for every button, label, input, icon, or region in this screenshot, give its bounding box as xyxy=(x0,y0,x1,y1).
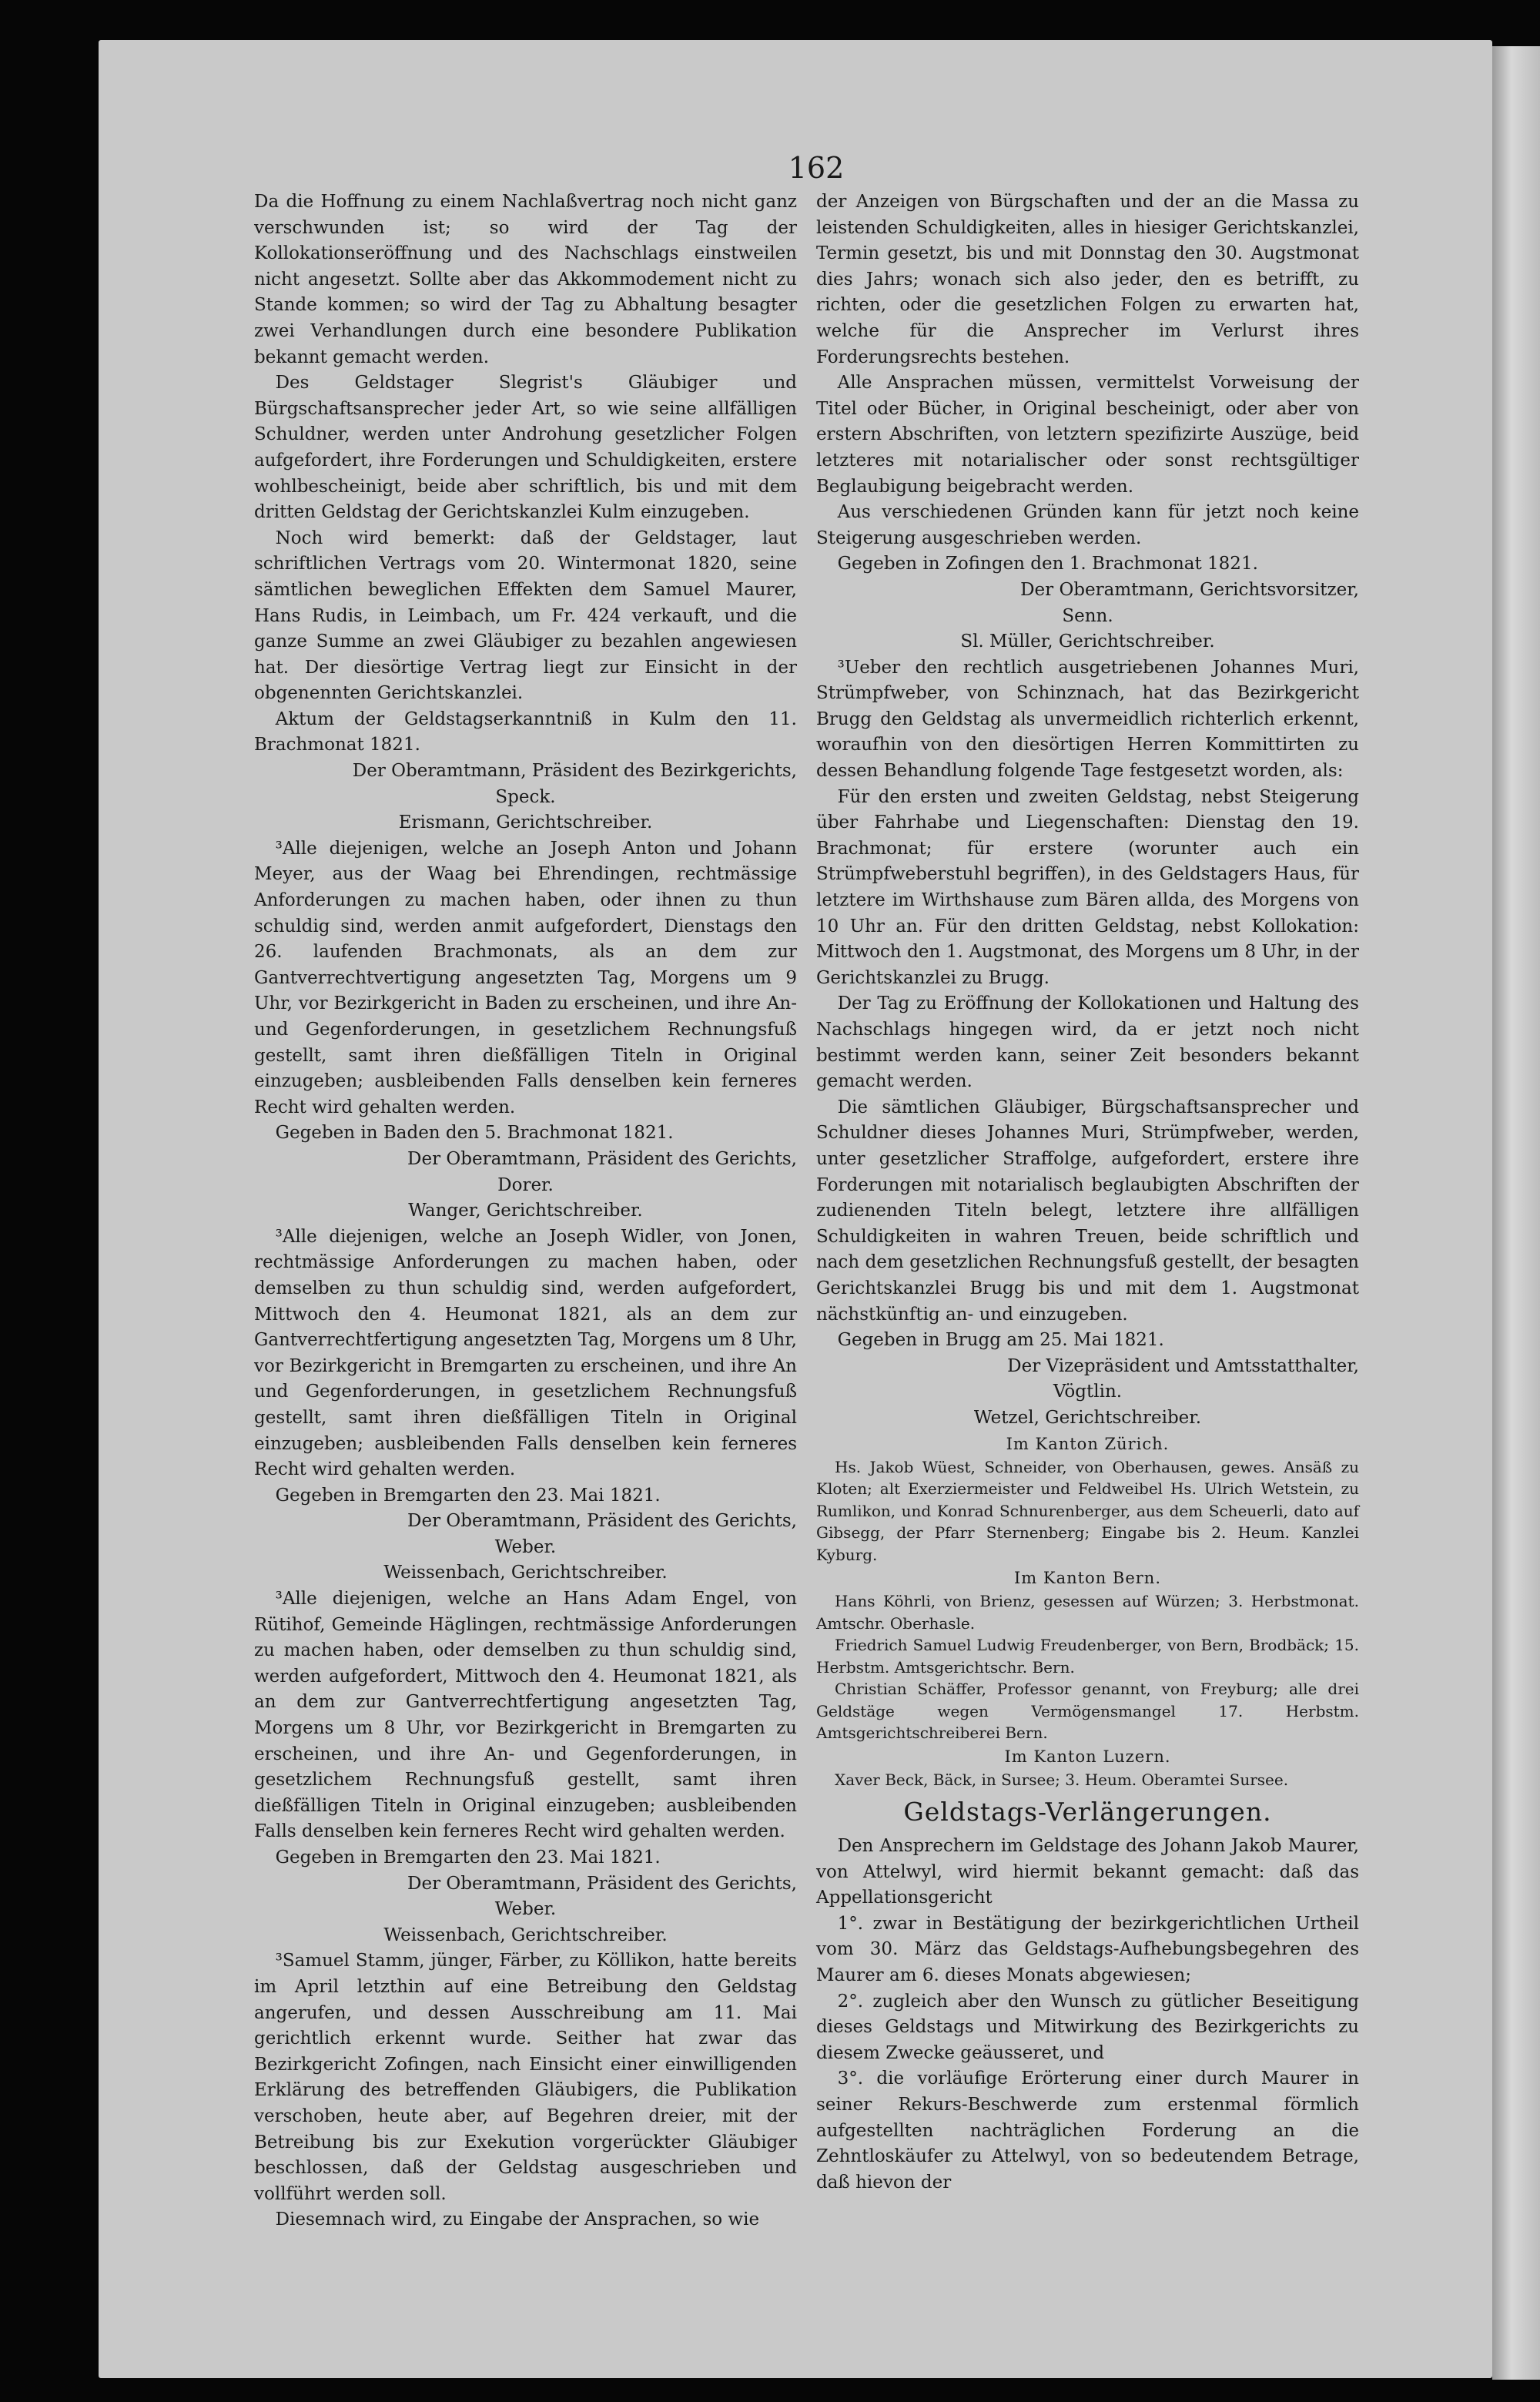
paragraph: Diesemnach wird, zu Eingabe der Ansprachen, so wie xyxy=(275,2209,760,2230)
paragraph: Gegeben in Brugg am 25. Mai 1821. xyxy=(837,1330,1164,1351)
paragraph: Weber. xyxy=(494,1899,557,1920)
right-column xyxy=(816,189,1359,2196)
paragraph: Der Oberamtmann, Gerichtsvorsitzer, xyxy=(1020,579,1359,600)
paragraph: Der Oberamtmann, Präsident des Gerichts, xyxy=(407,1148,797,1169)
paragraph: Der Oberamtmann, Präsident des Bezirkgerichts, xyxy=(352,761,797,782)
paragraph: Noch wird bemerkt: daß der Geldstager, laut schriftlichen Vertrags vom 20. Wintermonat 1820, seine sämtlichen beweglichen Effekten dem Samuel Maurer, Hans Rudis, in Leimbach, um Fr. 424 verkauft, und die ganze Summe an zwei Gläubiger zu bezahlen angewiesen hat. Der diesörtige Vertrag liegt zur Einsicht in der obgenennten Gerichtskanzlei. xyxy=(254,528,797,704)
paragraph: Der Vizepräsident und Amtsstatthalter, xyxy=(1007,1355,1359,1376)
paragraph: Da die Hoffnung zu einem Nachlaßvertrag noch nicht ganz verschwunden ist; so wird der Tag der Kollokationseröffnung und des Nachschlags einstweilen nicht angesetzt. Sollte aber das Akkommodement nicht zu Stande kommen; so wird der Tag zu Abhaltung besagter zwei Verhandlungen durch eine besondere Publikation bekannt gemacht werden. xyxy=(254,192,797,367)
paragraph: Hs. Jakob Wüest, Schneider, von Oberhausen, gewes. Ansäß zu Kloten; alt Exerziermeister und Feldweibel Hs. Ulrich Wetstein, zu Rumlikon, und Konrad Schnurenberger, aus dem Scheuerli, dato auf Gibsegg, der Pfarr Sternenberg; Eingabe bis 2. Heum. Kanzlei Kyburg. xyxy=(816,1457,1359,1564)
paragraph: Weissenbach, Gerichtschreiber. xyxy=(383,1925,668,1945)
paragraph: Den Ansprechern im Geldstage des Johann Jakob Maurer, von Attelwyl, wird hiermit bekannt gemacht: daß das Appellationsgericht xyxy=(816,1836,1359,1908)
paragraph: Gegeben in Zofingen den 1. Brachmonat 1821. xyxy=(837,554,1258,575)
paragraph: Gegeben in Bremgarten den 23. Mai 1821. xyxy=(275,1485,661,1506)
paragraph: Alle Ansprachen müssen, vermittelst Vorweisung der Titel oder Bücher, in Original bescheinigt, oder aber von erstern Abschriften, von letztern spezifizirte Auszüge, beid letzteres mit notarialischer oder sonst rechtsgültiger Beglaubigung beigebracht werden. xyxy=(816,373,1359,497)
paragraph: Erismann, Gerichtschreiber. xyxy=(398,812,653,833)
paragraph: Die sämtlichen Gläubiger, Bürgschaftsansprecher und Schuldner dieses Johannes Muri, Strümpfweber, werden, unter gesetzlicher Straffolge, aufgefordert, erstere ihre Forderungen mit notarialisch beglaubigten Abschriften der zudienenden Titeln belegt, letztere ihre allfälligen Schuldigkeiten in wahren Treuen, beide schriftlich und nach dem gesetzlichen Rechnungsfuß gestellt, der besagten Gerichtskanzlei Brugg bis und mit dem 1. Augstmonat nächstkünftig an- und einzugeben. xyxy=(816,1097,1359,1325)
paragraph: Im Kanton Zürich. xyxy=(1006,1434,1170,1453)
paragraph: Gegeben in Bremgarten den 23. Mai 1821. xyxy=(275,1848,661,1868)
paragraph: Weber. xyxy=(494,1536,557,1557)
paragraph: Für den ersten und zweiten Geldstag, nebst Steigerung über Fahrhabe und Liegenschaften: Dienstag den 19. Brachmonat; für erstere (worunter auch ein Strümpfweberstuhl begriffen), in des Geldstagers Haus, für letztere im Wirthshause zum Bären allda, des Morgens von 10 Uhr an. Für den dritten Geldstag, nebst Kollokation: Mittwoch den 1. Augstmonat, des Morgens um 8 Uhr, in der Gerichtskanzlei zu Brugg. xyxy=(816,786,1359,988)
paragraph: Hans Köhrli, von Brienz, gesessen auf Würzen; 3. Herbstmonat. Amtschr. Oberhasle. xyxy=(816,1592,1359,1633)
paragraph: Speck. xyxy=(495,786,556,807)
paragraph: Dorer. xyxy=(497,1174,554,1195)
paragraph: Der Tag zu Eröffnung der Kollokationen und Haltung des Nachschlags hingegen wird, da er jetzt noch nicht bestimmt werden kann, seiner Zeit besonders bekannt gemacht werden. xyxy=(816,993,1359,1092)
left-column xyxy=(254,189,797,2233)
paragraph: ³Alle diejenigen, welche an Joseph Widler, von Jonen, rechtmässige Anforderungen zu machen haben, oder demselben zu thun schuldig sind, werden aufgefordert, Mittwoch den 4. Heumonat 1821, als an dem zur Gantverrechtfertigung angesetzten Tag, Morgens um 8 Uhr, vor Bezirkgericht in Bremgarten zu erscheinen, und ihre An und Gegenforderungen, in gesetzlichem Rechnungsfuß gestellt, samt ihren dießfälligen Titeln in Original einzugeben; ausbleibenden Falls denselben kein ferneres Recht wird gehalten werden. xyxy=(254,1226,797,1480)
paragraph: Wanger, Gerichtschreiber. xyxy=(408,1201,643,1221)
paragraph: Senn. xyxy=(1062,605,1113,626)
paragraph: Gegeben in Baden den 5. Brachmonat 1821. xyxy=(275,1123,674,1144)
paragraph: 3°. die vorläufige Erörterung einer durch Maurer in seiner Rekurs-Beschwerde zum erstenmal förmlich aufgestellten nachträglichen Forderung an die Zehntloskäufer zu Attelwyl, von so bedeutendem Betrage, daß hievon der xyxy=(816,2069,1359,2193)
paragraph: Sl. Müller, Gerichtschreiber. xyxy=(960,631,1215,652)
paragraph: 1°. zwar in Bestätigung der bezirkgerichtlichen Urtheil vom 30. März das Geldstags-Aufhebungsbegehren des Maurer am 6. dieses Monats abgewiesen; xyxy=(816,1913,1359,1985)
paragraph: Geldstags-Verlängerungen. xyxy=(903,1797,1272,1827)
paragraph: Aus verschiedenen Gründen kann für jetzt noch keine Steigerung ausgeschrieben werden. xyxy=(816,502,1359,548)
paragraph: Xaver Beck, Bäck, in Sursee; 3. Heum. Oberamtei Sursee. xyxy=(835,1770,1289,1789)
page-number: 162 xyxy=(788,151,845,185)
paragraph: Aktum der Geldstagserkanntniß in Kulm den 11. Brachmonat 1821. xyxy=(254,709,797,755)
paragraph: ³Alle diejenigen, welche an Hans Adam Engel, von Rütihof, Gemeinde Häglingen, rechtmässige Anforderungen zu machen haben, oder demselben zu thun schuldig sind, werden aufgefordert, Mittwoch den 4. Heumonat 1821, als an dem zur Gantverrechtfertigung angesetzten Tag, Morgens um 8 Uhr, vor Bezirkgericht in Bremgarten zu erscheinen, und ihre An- und Gegenforderungen, in gesetzlichem Rechnungsfuß gestellt, samt ihren dießfälligen Titeln in Original einzugeben; ausbleibenden Falls denselben kein ferneres Recht wird gehalten werden. xyxy=(254,1589,797,1842)
paragraph: Weissenbach, Gerichtschreiber. xyxy=(383,1563,668,1583)
paragraph: ³Samuel Stamm, jünger, Färber, zu Köllikon, hatte bereits im April letzthin auf eine Betreibung den Geldstag angerufen, und dessen Ausschreibung am 11. Mai gerichtlich erkennt wurde. Seither hat zwar das Bezirkgericht Zofingen, nach Einsicht einer einwilligenden Erklärung des betreffenden Gläubigers, die Publikation verschoben, heute aber, auf Begehren dreier, mit der Betreibung bis zur Exekution vorgerückter Gläubiger beschlossen, daß der Geldstag ausgeschrieben und vollführt werden soll. xyxy=(254,1951,797,2204)
paragraph: Der Oberamtmann, Präsident des Gerichts, xyxy=(407,1873,797,1894)
paragraph: Christian Schäffer, Professor genannt, von Freyburg; alle drei Geldstäge wegen Vermögensmangel 17. Herbstm. Amtsgerichtschreiberei Bern. xyxy=(816,1680,1359,1742)
paragraph: Im Kanton Bern. xyxy=(1014,1569,1161,1587)
paragraph: ³Ueber den rechtlich ausgetriebenen Johannes Muri, Strümpfweber, von Schinznach, hat das Bezirkgericht Brugg den Geldstag als unvermeidlich richterlich erkennt, woraufhin von den diesörtigen Herren Kommittirten zu dessen Behandlung folgende Tage festgesetzt worden, als: xyxy=(816,657,1359,782)
paragraph: Vögtlin. xyxy=(1053,1382,1123,1402)
next-page-edge xyxy=(1492,46,1540,2380)
paragraph: 2°. zugleich aber den Wunsch zu gütlicher Beseitigung dieses Geldstags und Mitwirkung des Bezirkgerichts zu diesem Zwecke geäusseret, und xyxy=(816,1991,1359,2063)
paragraph: Der Oberamtmann, Präsident des Gerichts, xyxy=(407,1511,797,1532)
paragraph: Wetzel, Gerichtschreiber. xyxy=(973,1407,1202,1428)
paragraph: Im Kanton Luzern. xyxy=(1004,1747,1171,1766)
paragraph: ³Alle diejenigen, welche an Joseph Anton und Johann Meyer, aus der Waag bei Ehrendingen, rechtmässige Anforderungen zu machen haben, oder ihnen zu thun schuldig sind, werden anmit aufgefordert, Dienstags den 26. laufenden Brachmonats, als an dem zur Gantverrechtvertigung angesetzten Tag, Morgens um 9 Uhr, vor Bezirkgericht in Baden zu erscheinen, und ihre An- und Gegenforderungen, in gesetzlichem Rechnungsfuß gestellt, samt ihren dießfälligen Titeln in Original einzugeben; ausbleibenden Falls denselben kein ferneres Recht wird gehalten werden. xyxy=(254,838,797,1117)
paragraph: der Anzeigen von Bürgschaften und der an die Massa zu leistenden Schuldigkeiten, alles in hiesiger Gerichtskanzlei, Termin gesetzt, bis und mit Donnstag den 30. Augstmonat dies Jahrs; wonach sich also jeder, den es betrifft, zu richten, oder die gesetzlichen Folgen zu erwarten hat, welche für die Ansprecher im Verlurst ihres Forderungsrechts bestehen. xyxy=(816,192,1359,367)
paragraph: Des Geldstager Slegrist's Gläubiger und Bürgschaftsansprecher jeder Art, so wie seine allfälligen Schuldner, werden unter Androhung gesetzlicher Folgen aufgefordert, ihre Forderungen und Schuldigkeiten, erstere wohlbescheinigt, beide aber schriftlich, bis und mit dem dritten Geldstag der Gerichtskanzlei Kulm einzugeben. xyxy=(254,373,797,523)
paragraph: Friedrich Samuel Ludwig Freudenberger, von Bern, Brodbäck; 15. Herbstm. Amtsgerichtschr. Bern. xyxy=(816,1636,1359,1677)
